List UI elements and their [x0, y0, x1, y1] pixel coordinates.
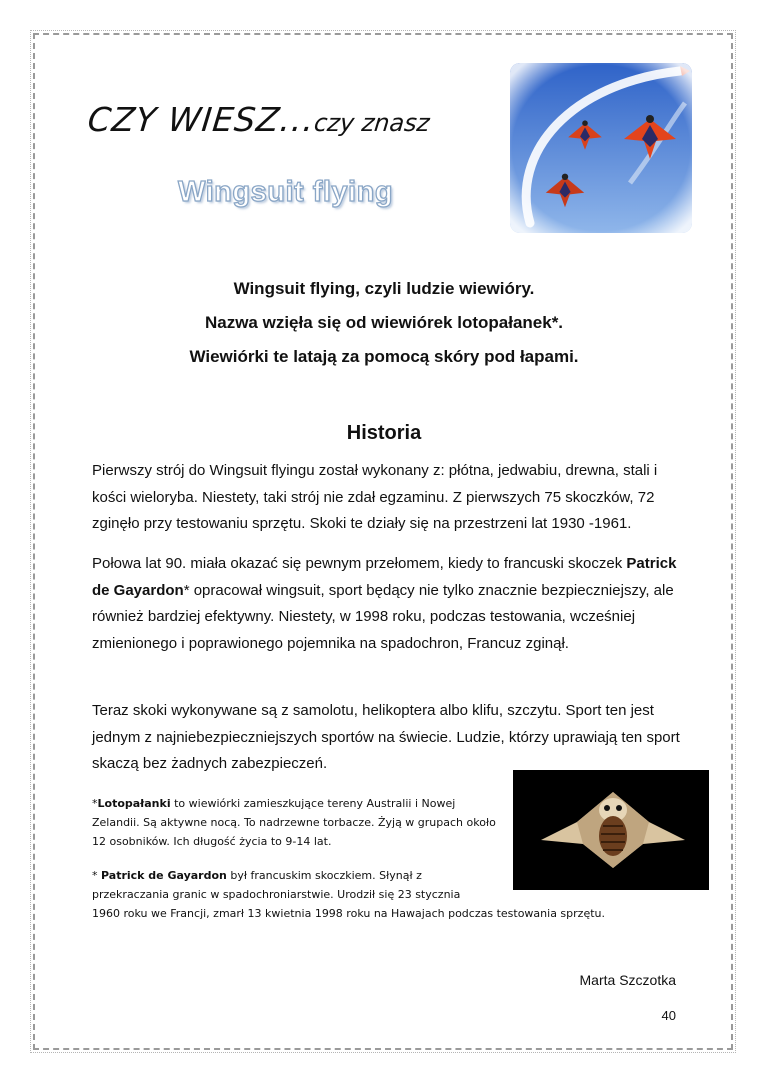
page-heading	[86, 100, 432, 139]
footnote-lotopalanki	[92, 794, 502, 851]
paragraph-2-start: Połowa lat 90. miała okazać się pewnym przełomem, kiedy to francuski skoczek	[92, 555, 627, 572]
footnote-2-text-a: był francuskim skoczkiem. Słynął z przekraczania granic w spadochroniarstwie. Urodził się 23 stycznia	[92, 869, 461, 901]
section-title-historia: Historia	[346, 422, 422, 444]
paragraph-1: Pierwszy strój do Wingsuit flyingu został wykonany z: płótna, jedwabiu, drewna, stali i kości wieloryba. Niestety, taki strój nie zdał egzaminu. Z pierwszych 75 skoczków, 72 zginęło przy testowaniu sprzętu. Skoki te działy się na przestrzeni lat 1930 -1961.	[92, 462, 658, 532]
paragraph-2-name: Patrick de Gayardon	[92, 555, 677, 599]
paragraph-3: Teraz skoki wykonywane są z samolotu, helikoptera albo klifu, szczytu. Sport ten jest jednym z najniebezpieczniejszych sportów na świecie. Ludzie, którzy uprawiają ten sport skaczą bez żadnych zabezpieczeń.	[92, 702, 680, 772]
wingsuit-flyers-photo	[510, 63, 692, 233]
footnote-2-term: Patrick de Gayardon	[101, 869, 227, 882]
footnote-2-text-b: 1960 roku we Francji, zmarł 13 kwietnia 1998 roku na Hawajach podczas testowania sprzętu.	[92, 907, 605, 920]
heading-main-text: CZY WIESZ...	[85, 100, 317, 139]
intro-block	[90, 272, 678, 374]
footnote-2-lead	[92, 866, 502, 904]
footnote-2-marker: *	[92, 869, 101, 882]
page-number: 40	[661, 1008, 676, 1023]
intro-line-3: Wiewiórki te latają za pomocą skóry pod łapami.	[189, 347, 579, 366]
footnote-1-text: to wiewiórki zamieszkujące tereny Australii i Nowej Zelandii. Są aktywne nocą. To nadrzewne torbacze. Żyją w grupach około 12 osobników. Ich długość życia to 9-14 lat.	[92, 797, 496, 848]
intro-line-2: Nazwa wzięła się od wiewiórek lotopałanek*.	[204, 313, 564, 332]
footnote-1-marker: *	[92, 797, 98, 810]
intro-line-1: Wingsuit flying, czyli ludzie wiewióry.	[233, 279, 535, 298]
paragraph-2	[92, 551, 692, 657]
footnote-1-term: Lotopałanki	[97, 797, 171, 810]
sugar-glider-photo	[513, 770, 709, 890]
heading-small-text: czy znasz	[312, 109, 431, 137]
paragraph-2-end: * opracował wingsuit, sport będący nie tylko znacznie bezpieczniejszy, ale również bardziej efektywny. Niestety, w 1998 roku, podczas testowania, wcześniej zmienionego i poprawionego pojemnika na spadochron, Francuz zginął.	[92, 581, 674, 652]
article-subtitle: Wingsuit flying	[178, 176, 394, 208]
author-name: Marta Szczotka	[579, 972, 676, 988]
